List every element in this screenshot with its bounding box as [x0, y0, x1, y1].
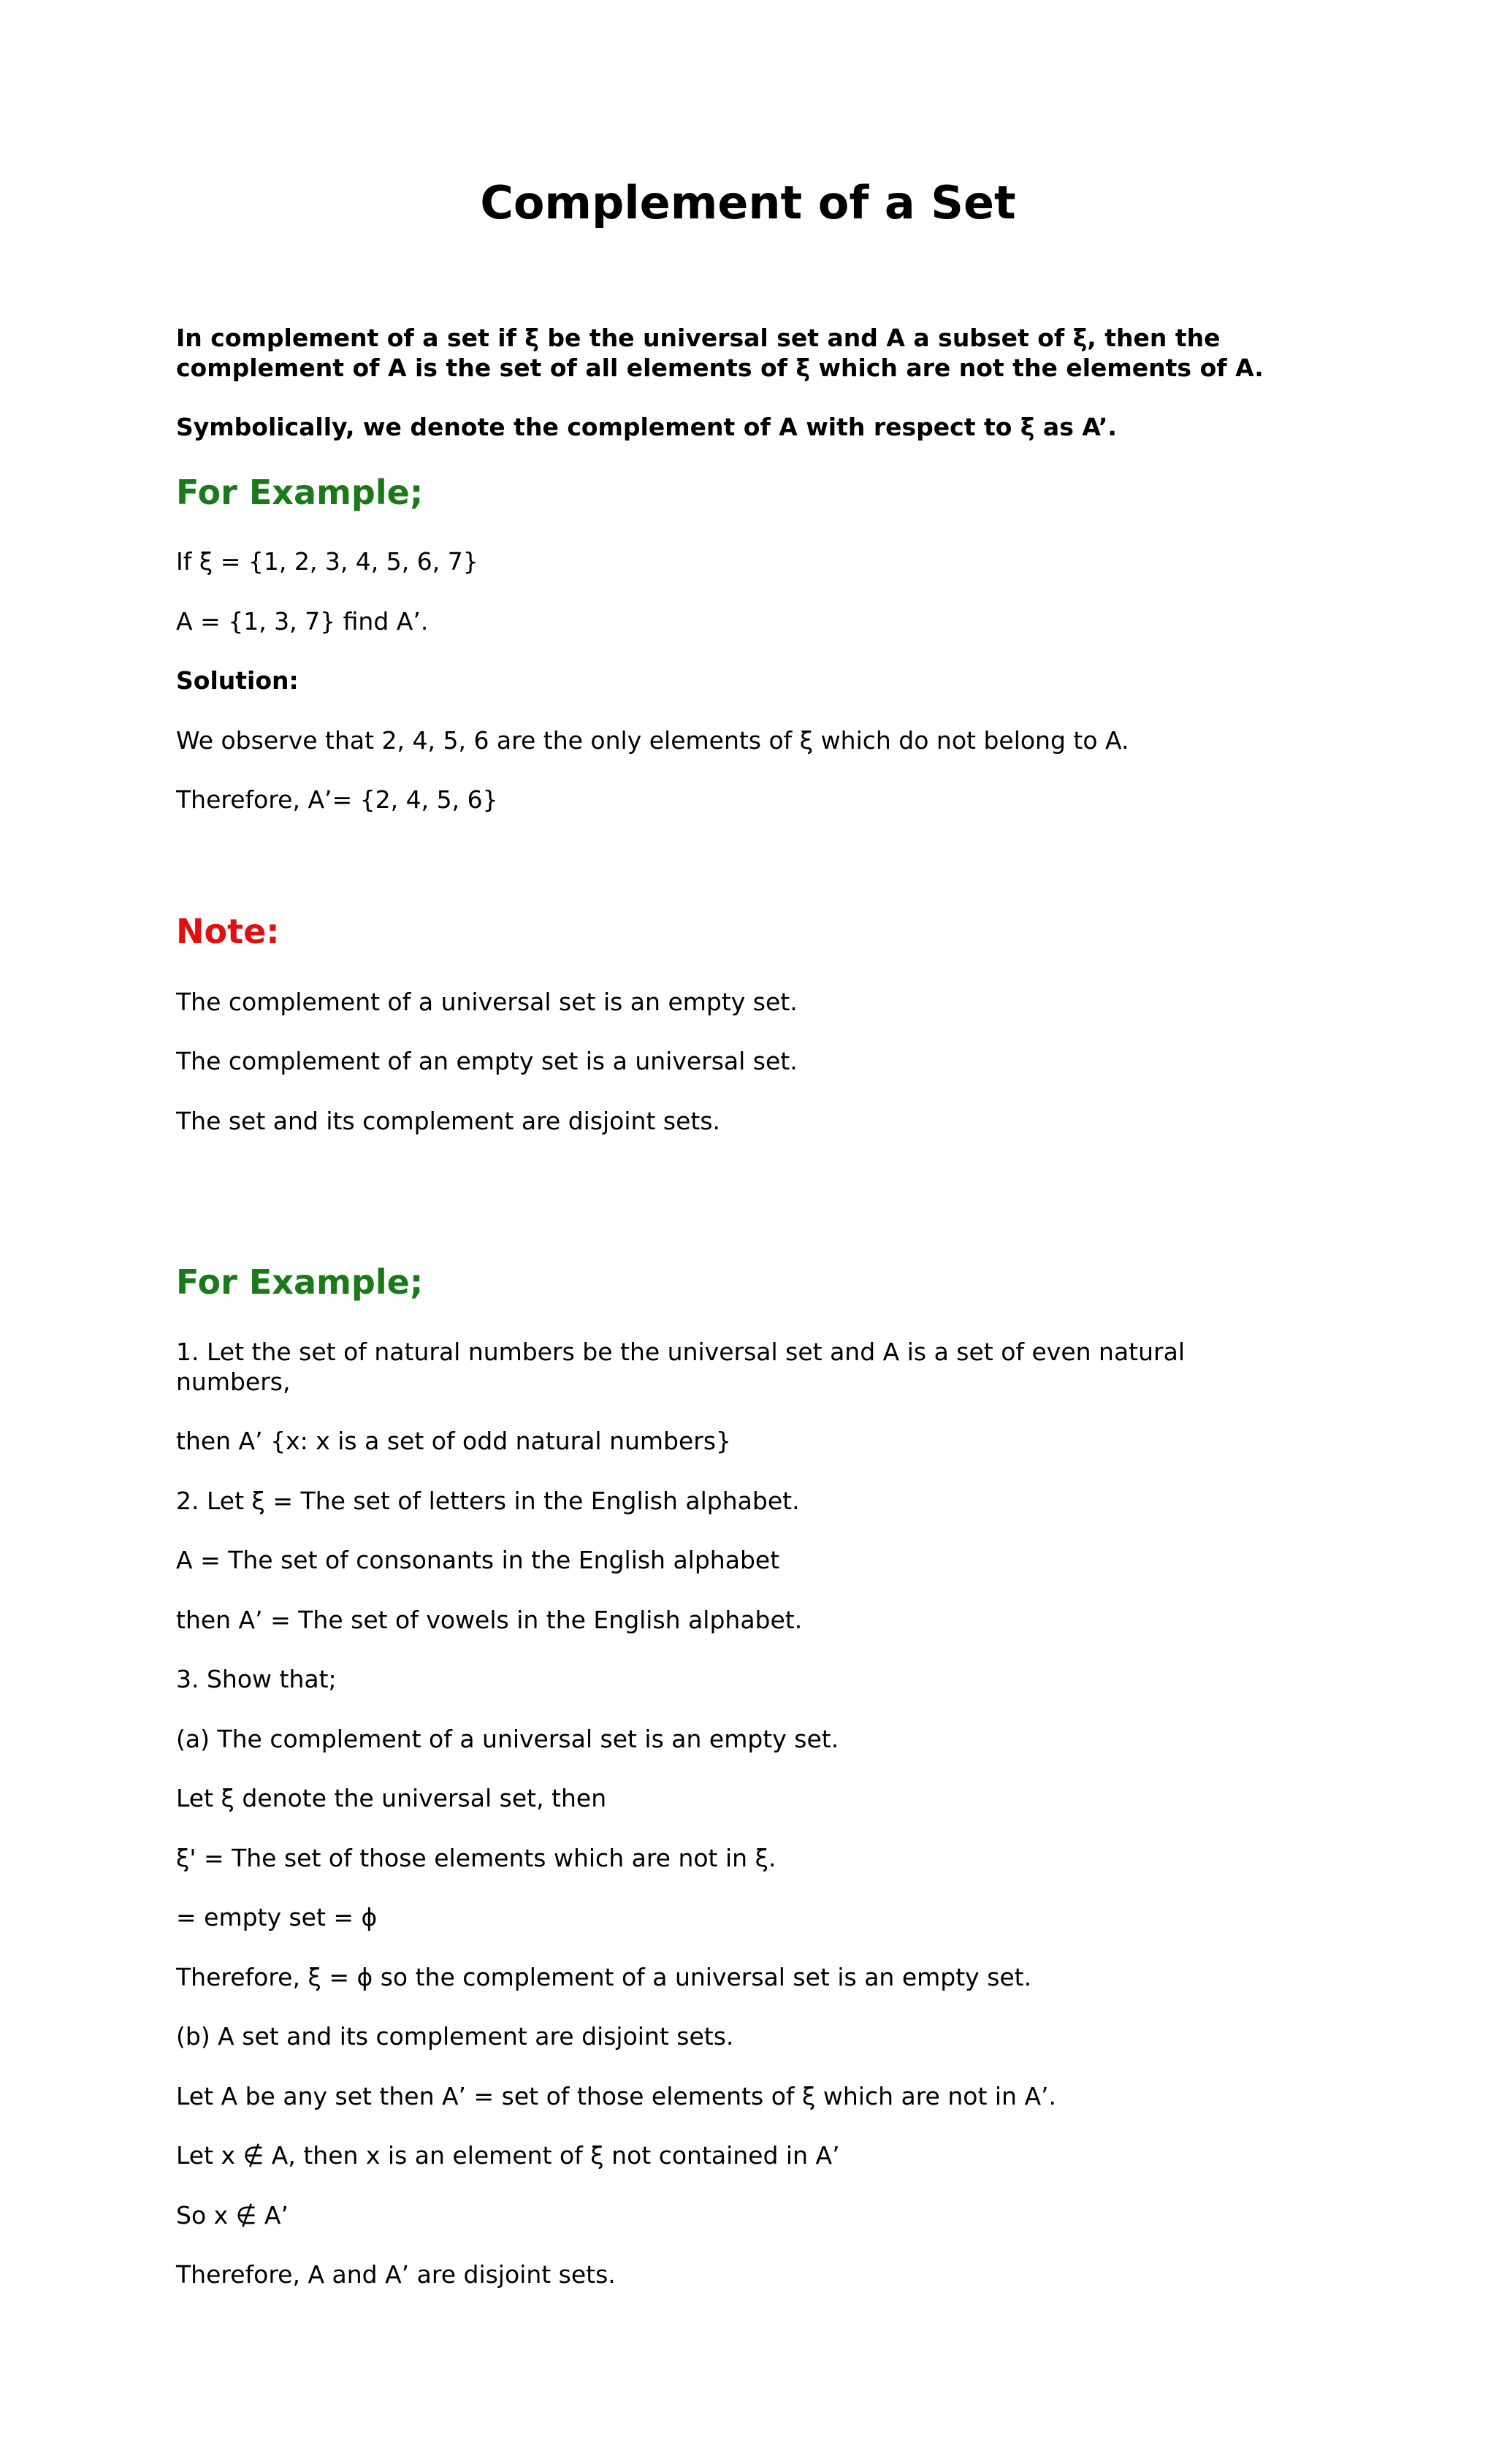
note-heading: Note: [176, 912, 280, 951]
example2-line: then A’ {x: x is a set of odd natural numbers} [176, 1427, 732, 1455]
page-title: Complement of a Set [480, 176, 1016, 229]
example2-line: ξ' = The set of those elements which are not in ξ. [176, 1844, 776, 1872]
example2-line: Let ξ denote the universal set, then [176, 1784, 607, 1812]
example2-line: (a) The complement of a universal set is an empty set. [176, 1725, 839, 1753]
example-heading-2: For Example; [176, 1262, 424, 1302]
note-item: The set and its complement are disjoint sets. [176, 1107, 720, 1135]
example2-line: 3. Show that; [176, 1665, 337, 1693]
example2-line: Therefore, ξ = ϕ so the complement of a universal set is an empty set. [176, 1963, 1032, 1991]
example1-result: Therefore, A’= {2, 4, 5, 6} [176, 785, 498, 814]
definition-paragraph: In complement of a set if ξ be the universal set and A a subset of ξ, then the complement of A is the set of all elements of ξ which are not the elements of A. [176, 324, 1264, 382]
example2-line: So x ∉ A’ [176, 2201, 289, 2230]
example2-line: A = The set of consonants in the English alphabet [176, 1546, 780, 1574]
example1-set-a: A = {1, 3, 7} find A’. [176, 607, 429, 636]
example1-observation: We observe that 2, 4, 5, 6 are the only elements of ξ which do not belong to A. [176, 726, 1129, 755]
note-item: The complement of a universal set is an empty set. [176, 988, 798, 1016]
example-heading-1: For Example; [176, 473, 424, 512]
example2-line: Therefore, A and A’ are disjoint sets. [176, 2260, 616, 2289]
example2-line: 2. Let ξ = The set of letters in the English alphabet. [176, 1487, 800, 1515]
example1-universal: If ξ = {1, 2, 3, 4, 5, 6, 7} [176, 547, 478, 576]
example2-line: (b) A set and its complement are disjoint sets. [176, 2022, 734, 2051]
example2-line: then A’ = The set of vowels in the English alphabet. [176, 1606, 803, 1634]
symbolic-paragraph: Symbolically, we denote the complement of A with respect to ξ as A’. [176, 413, 1117, 441]
solution-label: Solution: [176, 666, 299, 695]
example2-line: Let A be any set then A’ = set of those elements of ξ which are not in A’. [176, 2082, 1057, 2110]
example2-line: 1. Let the set of natural numbers be the universal set and A is a set of even natural numbers, [176, 1338, 1185, 1396]
example2-line: = empty set = ϕ [176, 1903, 378, 1931]
note-item: The complement of an empty set is a universal set. [176, 1047, 798, 1075]
example2-line: Let x ∉ A, then x is an element of ξ not contained in A’ [176, 2141, 840, 2170]
